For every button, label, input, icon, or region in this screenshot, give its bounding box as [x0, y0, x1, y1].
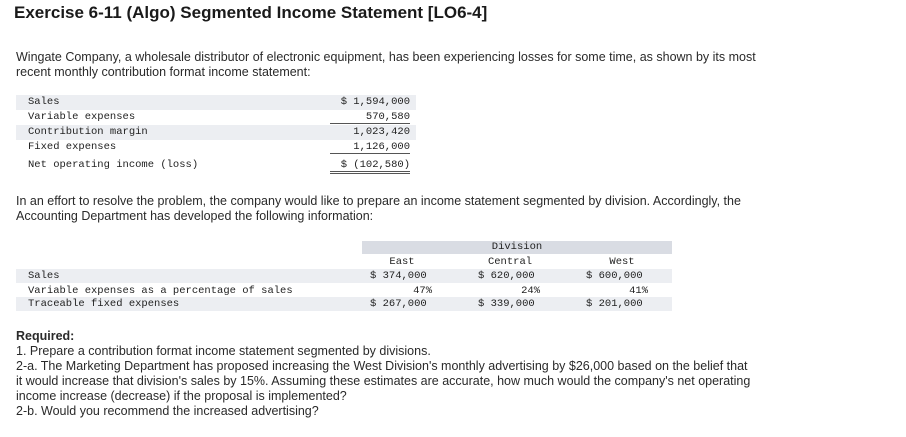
- required-heading: Required:: [16, 329, 75, 343]
- division-header: Division: [362, 241, 672, 254]
- intro-paragraph: [16, 50, 756, 80]
- cell-central: $ 620,000: [478, 270, 535, 282]
- cell-west: 41%: [629, 285, 648, 297]
- statement-label: Net operating income (loss): [28, 159, 199, 171]
- row-label: Traceable fixed expenses: [28, 298, 180, 310]
- cell-east: $ 374,000: [370, 270, 427, 282]
- statement-row-contribution-margin: [16, 125, 416, 140]
- column-header-central: Central: [487, 256, 533, 268]
- required-line-2: 2-a. The Marketing Department has proposed increasing the West Division's monthly advertising by $26,000 based on the belief that: [16, 359, 748, 373]
- required-line-4: income increase (decrease) if the proposal is implemented?: [16, 389, 347, 403]
- effort-line-2: Accounting Department has developed the following information:: [16, 209, 374, 223]
- required-section: [16, 329, 876, 419]
- statement-label: Contribution margin: [28, 126, 148, 138]
- statement-value: 570,580: [330, 110, 410, 124]
- cell-central: $ 339,000: [478, 298, 535, 310]
- statement-value: 1,023,420: [353, 126, 410, 138]
- cell-west: $ 201,000: [586, 298, 643, 310]
- exercise-title: Exercise 6-11 (Algo) Segmented Income Statement [LO6-4]: [14, 3, 488, 22]
- required-line-1: 1. Prepare a contribution format income statement segmented by divisions.: [16, 344, 431, 358]
- table-row: [16, 297, 672, 311]
- effort-paragraph: [16, 194, 741, 224]
- cell-west: $ 600,000: [586, 270, 643, 282]
- row-label: Sales: [28, 270, 60, 282]
- table-row: [16, 284, 672, 298]
- required-line-3: it would increase that division's sales by 15%. Assuming these estimates are accurate, how much would the company's net operating: [16, 374, 751, 388]
- statement-value: $ 1,594,000: [340, 96, 410, 108]
- cell-east: $ 267,000: [370, 298, 427, 310]
- cell-central: 24%: [521, 285, 540, 297]
- statement-row-sales: [16, 95, 416, 110]
- intro-line-2: recent monthly contribution format income statement:: [16, 65, 311, 79]
- effort-line-1: In an effort to resolve the problem, the company would like to prepare an income statement segmented by division. Accordingly, the: [16, 194, 741, 208]
- statement-label: Fixed expenses: [28, 141, 117, 153]
- income-statement: [16, 95, 416, 173]
- statement-row-variable-expenses: [16, 110, 416, 125]
- statement-label: Variable expenses: [28, 111, 136, 123]
- intro-line-1: Wingate Company, a wholesale distributor of electronic equipment, has been experiencing losses for some time, as shown by its most: [16, 50, 756, 64]
- row-label: Variable expenses as a percentage of sales: [28, 285, 293, 297]
- statement-value: 1,126,000: [330, 140, 410, 154]
- column-header-west: West: [609, 256, 635, 268]
- table-row: [16, 269, 672, 283]
- statement-row-net-operating-income: [16, 158, 416, 173]
- cell-east: 47%: [413, 285, 432, 297]
- required-line-5: 2-b. Would you recommend the increased advertising?: [16, 404, 319, 418]
- statement-value: $ (102,580): [330, 158, 410, 174]
- column-header-east: East: [389, 256, 415, 268]
- statement-label: Sales: [28, 96, 60, 108]
- statement-row-fixed-expenses: [16, 140, 416, 155]
